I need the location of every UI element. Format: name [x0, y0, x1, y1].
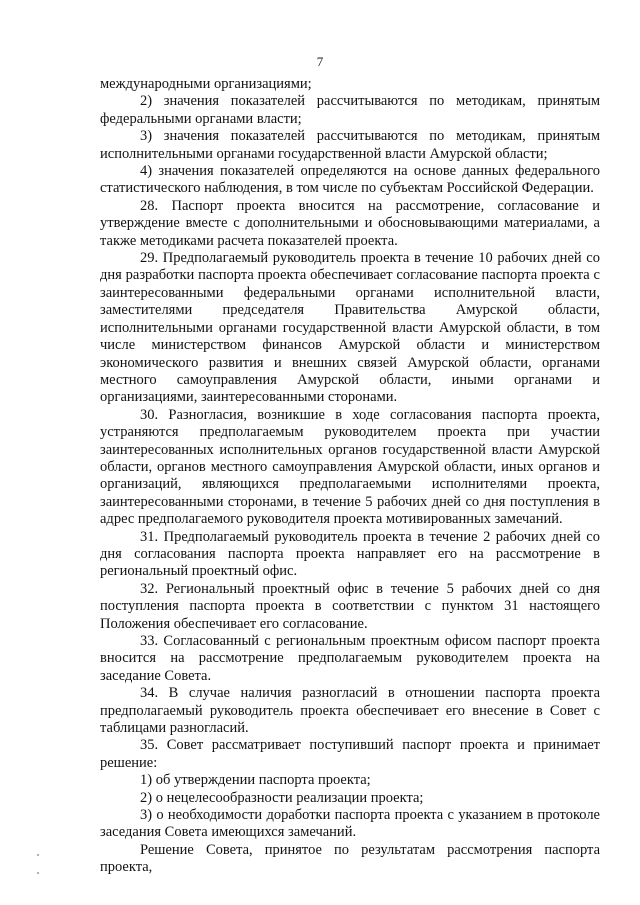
paragraph-item-35: 35. Совет рассматривает поступивший паспорт проекта и принимает решение:	[100, 737, 600, 771]
paragraph-decision-option-2: 2) о нецелесообразности реализации проекта;	[140, 789, 424, 806]
paragraph-item-29: 29. Предполагаемый руководитель проекта в течение 10 рабочих дней со дня разработки паспорта проекта обеспечивает согласование паспорта проекта с заинтересованными федеральными органами исполнительной власти, заместителями председателя Правительства Амурской области, исполнительными органами государственной власти Амурской области, в том числе министерством финансов Амурской области и министерством экономического развития и внешних связей Амурской области, органами местного самоуправления Амурской области, иными органами и организациями, заинтересованными сторонами.	[100, 250, 600, 406]
document-body	[100, 76, 600, 877]
page-number: 7	[316, 54, 324, 69]
paragraph-item-33: 33. Согласованный с региональным проектным офисом паспорт проекта вносится на рассмотрение предполагаемым руководителем проекта на заседание Совета.	[100, 633, 600, 684]
paragraph-item-30: 30. Разногласия, возникшие в ходе согласования паспорта проекта, устраняются предполагаемым руководителем проекта при участии заинтересованных исполнительных органов государственной власти Амурской области, органов местного самоуправления Амурской области, иных органов и организаций, являющихся предполагаемыми исполнителями проекта, заинтересованными сторонами, в течение 5 рабочих дней со дня поступления в адрес предполагаемого руководителя проекта мотивированных замечаний.	[100, 406, 600, 528]
paragraph-list-item-3: 3) значения показателей рассчитываются по методикам, принятым исполнительными органами государственной власти Амурской области;	[100, 128, 600, 162]
paragraph-item-28: 28. Паспорт проекта вносится на рассмотрение, согласование и утверждение вместе с дополнительными и обосновывающими материалами, а также методиками расчета показателей проекта.	[100, 197, 600, 249]
scan-speck	[37, 854, 39, 856]
paragraph-item-34: 34. В случае наличия разногласий в отношении паспорта проекта предполагаемый руководитель проекта обеспечивает его внесение в Совет с таблицами разногласий.	[100, 685, 600, 737]
paragraph-council-decision: Решение Совета, принятое по результатам рассмотрения паспорта проекта,	[100, 841, 600, 876]
paragraph-item-31: 31. Предполагаемый руководитель проекта в течение 2 рабочих дней со дня согласования паспорта проекта направляет его на рассмотрение в региональный проектный офис.	[100, 528, 600, 580]
scan-speck	[37, 872, 39, 874]
paragraph-list-item-2: 2) значения показателей рассчитываются по методикам, принятым федеральными органами власти;	[100, 93, 600, 127]
paragraph-decision-option-3: 3) о необходимости доработки паспорта проекта с указанием в протоколе заседания Совета имеющихся замечаний.	[100, 807, 600, 841]
paragraph-decision-option-1: 1) об утверждении паспорта проекта;	[140, 772, 371, 789]
paragraph-list-item-4: 4) значения показателей определяются на основе данных федерального статистического наблюдения, в том числе по субъектам Российской Федерации.	[100, 163, 600, 197]
paragraph-item-32: 32. Региональный проектный офис в течение 5 рабочих дней со дня поступления паспорта проекта в соответствии с пунктом 31 настоящего Положения обеспечивает его согласование.	[100, 580, 600, 632]
paragraph-continuation: международными организациями;	[100, 76, 312, 92]
